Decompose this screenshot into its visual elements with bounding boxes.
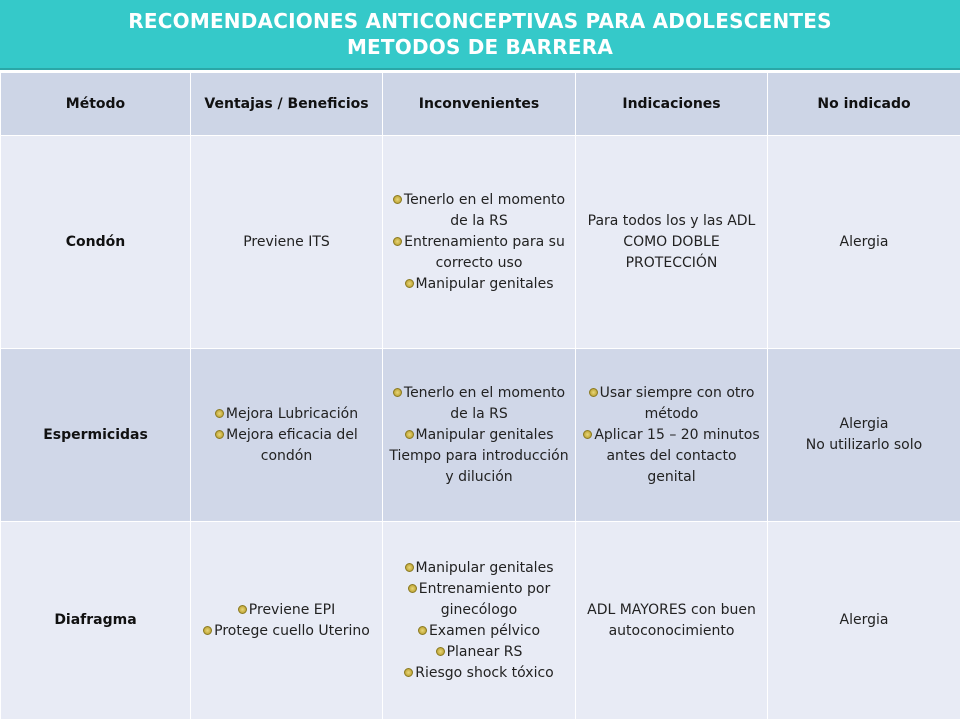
inconveniente-item: Tenerlo en el momento de la RS: [389, 190, 569, 232]
inconveniente-item: Manipular genitales: [389, 274, 569, 295]
bullet-icon: [215, 430, 224, 439]
ventaja-item: Mejora Lubricación: [197, 404, 376, 425]
inconveniente-item: Tiempo para introducción y dilución: [389, 447, 569, 485]
inconvenientes-cell: [383, 522, 576, 720]
bullet-icon: [436, 647, 445, 656]
indicaciones-cell: [576, 349, 768, 522]
contraceptive-table: [0, 72, 960, 720]
inconveniente-item: Tenerlo en el momento de la RS: [389, 383, 569, 425]
inconvenientes-cell: [383, 349, 576, 522]
table-row: [1, 522, 960, 720]
ventajas-cell: [191, 349, 383, 522]
header-indicaciones: Indicaciones: [576, 73, 768, 136]
inconveniente-item: Riesgo shock tóxico: [389, 663, 569, 684]
bullet-icon: [405, 430, 414, 439]
ventaja-item: Previene ITS: [243, 233, 330, 250]
ventajas-cell: [191, 136, 383, 349]
title-line-2: METODOS DE BARRERA: [346, 35, 614, 59]
title-line-1: RECOMENDACIONES ANTICONCEPTIVAS PARA ADOLESCENTES: [128, 9, 832, 33]
inconveniente-item: Entrenamiento para su correcto uso: [389, 232, 569, 274]
no-indicado-cell: [768, 136, 960, 349]
bullet-icon: [405, 279, 414, 288]
bullet-icon: [393, 195, 402, 204]
table-row: [1, 136, 960, 349]
ventaja-item: Previene EPI: [197, 600, 376, 621]
indicacion-item: ADL MAYORES con buen autoconocimiento: [587, 601, 756, 639]
table-header-row: [1, 73, 960, 136]
indicaciones-cell: [576, 522, 768, 720]
table-row: [1, 349, 960, 522]
no-indicado-cell: [768, 522, 960, 720]
no-indicado-item: Alergia: [839, 233, 889, 250]
bullet-icon: [393, 237, 402, 246]
inconveniente-item: Examen pélvico: [389, 621, 569, 642]
method-cell: Diafragma: [1, 522, 191, 720]
bullet-icon: [393, 388, 402, 397]
bullet-icon: [405, 563, 414, 572]
inconveniente-item: Manipular genitales: [389, 558, 569, 579]
no-indicado-cell: [768, 349, 960, 522]
header-metodo: Método: [1, 73, 191, 136]
ventajas-cell: [191, 522, 383, 720]
no-indicado-item: No utilizarlo solo: [805, 437, 923, 453]
slide-title: [0, 0, 960, 70]
bullet-icon: [583, 430, 592, 439]
header-inconvenientes: Inconvenientes: [383, 73, 576, 136]
inconveniente-item: Planear RS: [389, 642, 569, 663]
header-no-indicado: No indicado: [768, 73, 960, 136]
ventaja-item: Mejora eficacia del condón: [197, 425, 376, 467]
bullet-icon: [215, 409, 224, 418]
indicacion-item: Para todos los y las ADL COMO DOBLE PROTECCIÓN: [587, 212, 756, 271]
no-indicado-item: Alergia: [839, 416, 889, 432]
inconvenientes-cell: [383, 136, 576, 349]
bullet-icon: [203, 626, 212, 635]
indicacion-item: Usar siempre con otro método: [582, 383, 761, 425]
indicacion-item: Aplicar 15 – 20 minutos antes del contacto genital: [582, 425, 761, 488]
method-cell: Condón: [1, 136, 191, 349]
method-cell: Espermicidas: [1, 349, 191, 522]
inconveniente-item: Manipular genitales: [389, 425, 569, 446]
bullet-icon: [418, 626, 427, 635]
bullet-icon: [238, 605, 247, 614]
bullet-icon: [408, 584, 417, 593]
inconveniente-item: Entrenamiento por ginecólogo: [389, 579, 569, 621]
bullet-icon: [404, 668, 413, 677]
indicaciones-cell: [576, 136, 768, 349]
ventaja-item: Protege cuello Uterino: [197, 621, 376, 642]
header-ventajas: Ventajas / Beneficios: [191, 73, 383, 136]
no-indicado-item: Alergia: [839, 612, 889, 628]
bullet-icon: [589, 388, 598, 397]
